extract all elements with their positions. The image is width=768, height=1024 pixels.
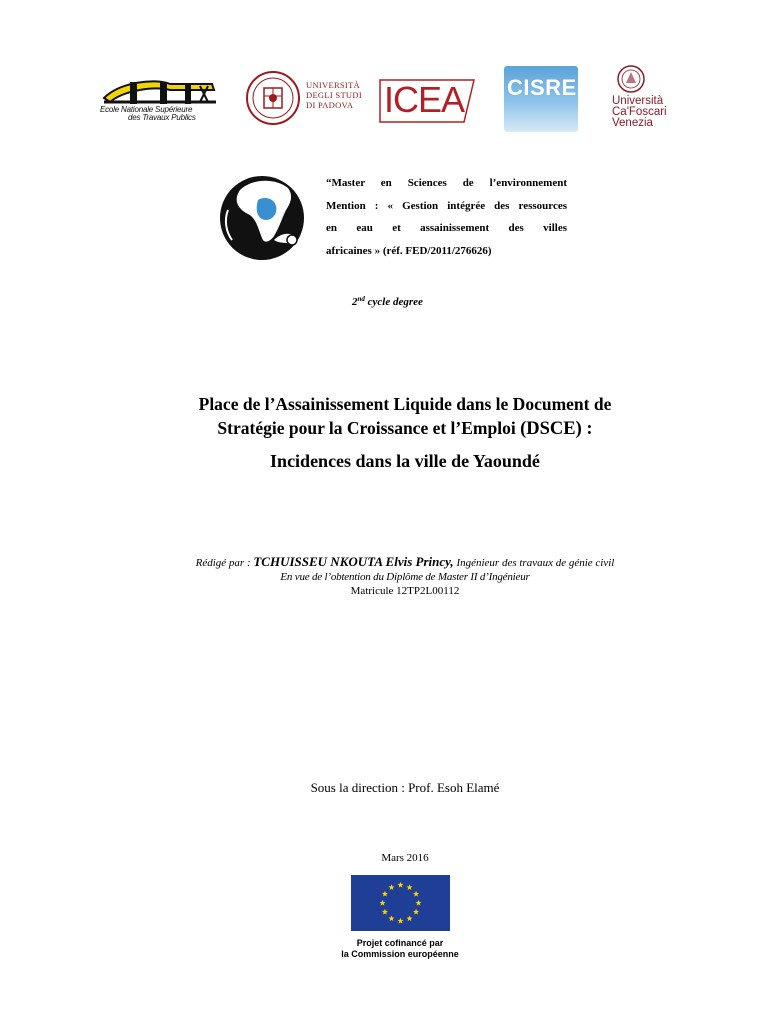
eu-caption <box>300 938 500 960</box>
program-line1: “Master en Sciences de l’environnement <box>326 177 567 189</box>
icea-text: ICEA <box>384 79 465 120</box>
author-matricule: Matricule 12TP2L00112 <box>350 585 460 597</box>
venezia-seal-icon <box>616 64 646 94</box>
enstp-caption-line1: Ecole Nationale Supérieure <box>100 105 193 114</box>
eu-caption-line2: la Commission européenne <box>341 949 459 959</box>
icea-logo <box>378 76 476 126</box>
venezia-line1: Università <box>612 95 664 107</box>
padova-seal-icon <box>244 70 302 126</box>
program-line3: en eau et assainissement des villes <box>326 222 567 234</box>
author-line <box>120 555 690 570</box>
supervisor: Sous la direction : Prof. Esoh Elamé <box>310 780 500 795</box>
program-line4: africaines » (réf. FED/2011/276626) <box>326 244 492 257</box>
padova-line2: DEGLI STUDI <box>306 90 362 100</box>
padova-logo <box>244 70 369 126</box>
cisre-text: CISRE <box>507 75 577 100</box>
title-line2-main: Stratégie pour la Croissance et l’Emploi <box>217 418 516 438</box>
thesis-subtitle: Incidences dans la ville de Yaoundé <box>270 451 540 471</box>
program-line2: Mention : « Gestion intégrée des ressources <box>326 199 567 212</box>
author-role: Ingénieur des travaux de génie civil <box>456 557 615 569</box>
enstp-logo <box>100 76 220 128</box>
venezia-line2: Ca'Foscari <box>612 106 667 118</box>
venezia-logo <box>608 64 680 130</box>
date: Mars 2016 <box>381 852 429 864</box>
enstp-caption <box>100 106 220 122</box>
padova-name <box>306 80 368 110</box>
title-line2-acronym: (DSCE) : <box>520 419 593 439</box>
cycle-ordinal: nd <box>357 295 365 303</box>
master-africa-logo-icon <box>218 170 308 264</box>
thesis-title <box>130 392 680 441</box>
author-purpose: En vue de l’obtention du Diplôme de Master II d’Ingénieur <box>280 571 530 583</box>
eu-caption-line1: Projet cofinancé par <box>356 938 444 948</box>
title-line2 <box>130 416 680 441</box>
padova-line3: DI PADOVA <box>306 100 354 110</box>
master-program-text <box>326 172 567 262</box>
author-prefix: Rédigé par : <box>195 557 251 569</box>
cycle-text: cycle degree <box>367 296 423 308</box>
padova-line1: UNIVERSITÀ <box>306 80 360 90</box>
eu-flag-icon <box>351 875 450 931</box>
venezia-line3: Venezia <box>612 117 653 129</box>
author-name: TCHUISSEU NKOUTA Elvis Princy, <box>253 554 454 569</box>
enstp-caption-line2: des Travaux Publics <box>128 113 196 122</box>
cycle-degree <box>352 296 423 308</box>
author-block <box>120 555 690 598</box>
venezia-name <box>612 96 682 129</box>
cycle-number: 2 <box>352 296 358 308</box>
title-line1: Place de l’Assainissement Liquide dans le Document de <box>198 394 612 414</box>
cisre-logo <box>504 66 578 132</box>
